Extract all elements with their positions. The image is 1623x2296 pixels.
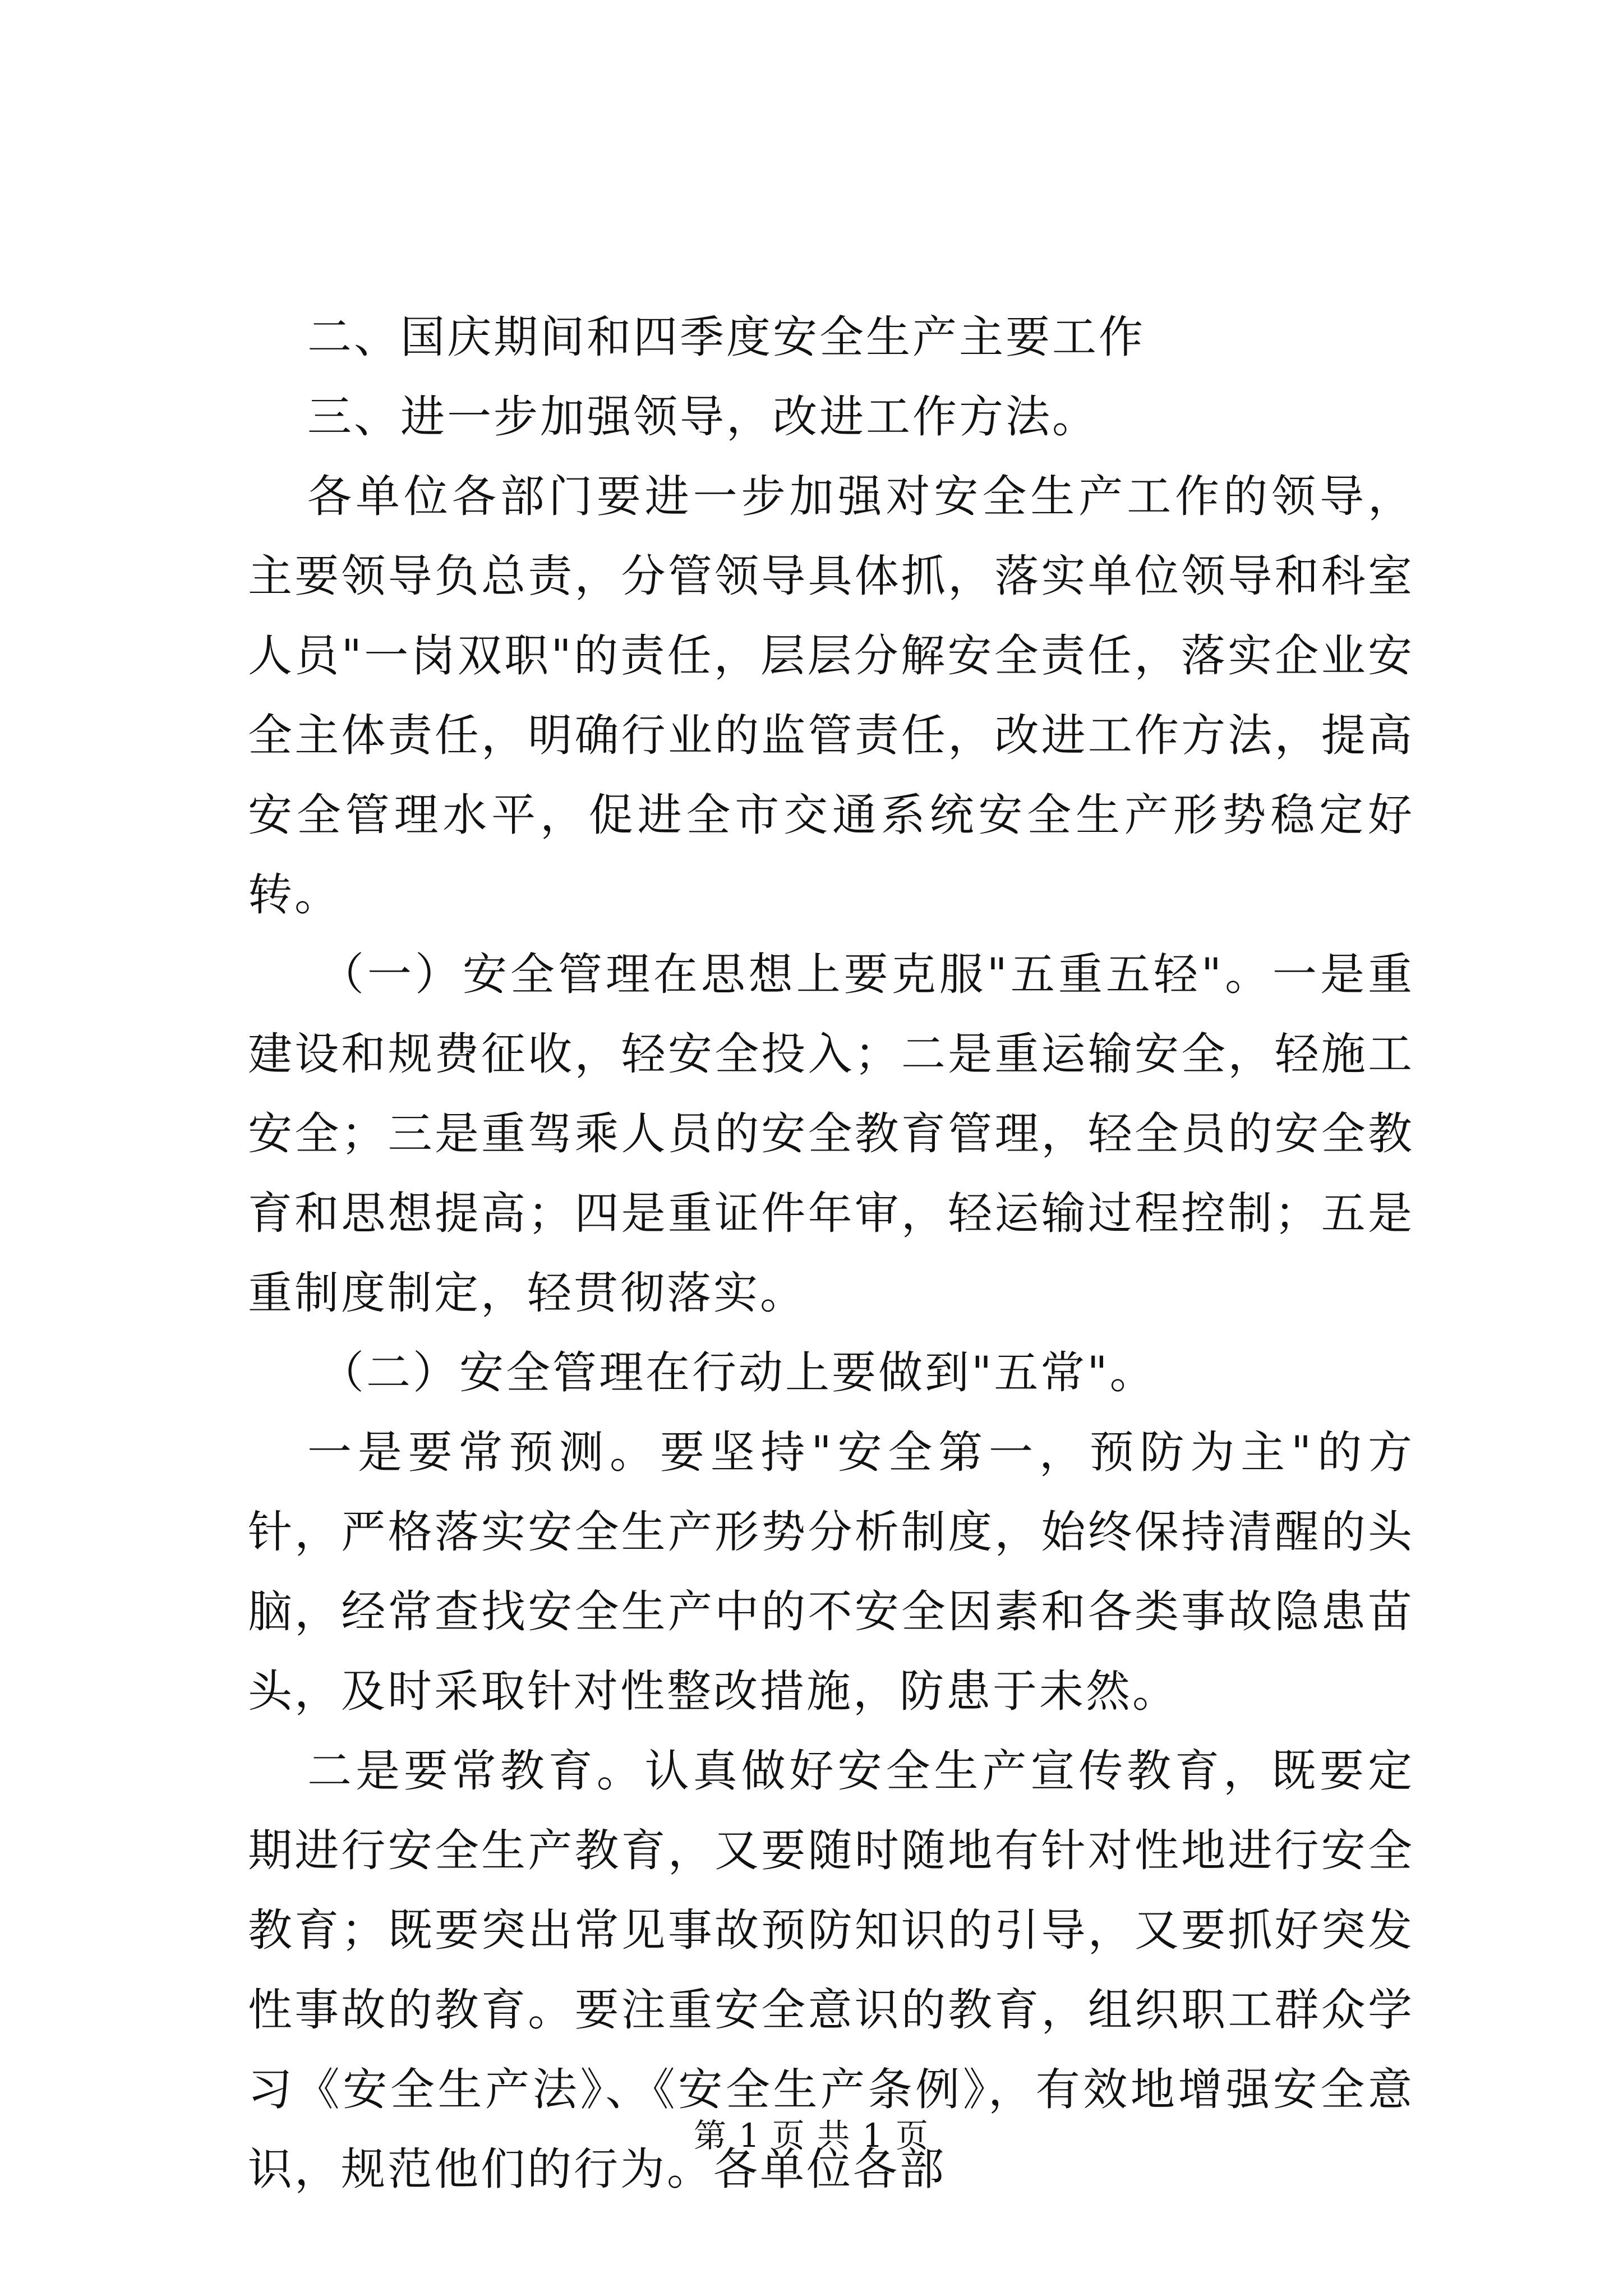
paragraph-five-constants: （二）安全管理在行动上要做到"五常"。	[320, 1347, 1156, 1398]
paragraph-five-emphasis: （一）安全管理在思想上要克服"五重五轻"。一是重建设和规费征收，轻安全投入；二是重运输安全，轻施工安全；三是重驾乘人员的安全教育管理，轻全员的安全教育和思想提高；四是重证件年审，轻运输过程控制；五是重制度制定，轻贯彻落实。	[248, 949, 1414, 1319]
section-heading-2: 二、国庆期间和四季度安全生产主要工作	[307, 311, 1145, 363]
paragraph-prediction: 一是要常预测。要坚持"安全第一，预防为主"的方针，严格落实安全生产形势分析制度，始终保持清醒的头脑，经常查找安全生产中的不安全因素和各类事故隐患苗头，及时采取针对性整改措施，防患于未然。	[248, 1427, 1414, 1717]
page-number-footer: 第 1 页 共 1 页	[694, 2116, 929, 2155]
document-body	[248, 297, 1414, 2209]
paragraph-leadership: 各单位各部门要进一步加强对安全生产工作的领导，主要领导负总责，分管领导具体抓，落实单位领导和科室人员"一岗双职"的责任，层层分解安全责任，落实企业安全主体责任，明确行业的监管责任，改进工作方法，提高安全管理水平，促进全市交通系统安全生产形势稳定好转。	[248, 471, 1414, 921]
paragraph-education: 二是要常教育。认真做好安全生产宣传教育，既要定期进行安全生产教育，又要随时随地有针对性地进行安全教育；既要突出常见事故预防知识的引导，又要抓好突发性事故的教育。要注重安全意识的教育，组织职工群众学习《安全生产法》、《安全生产条例》，有效地增强安全意识，规范他们的行为。各单位各部	[248, 1745, 1414, 2195]
section-heading-3: 三、进一步加强领导，改进工作方法。	[307, 391, 1099, 443]
